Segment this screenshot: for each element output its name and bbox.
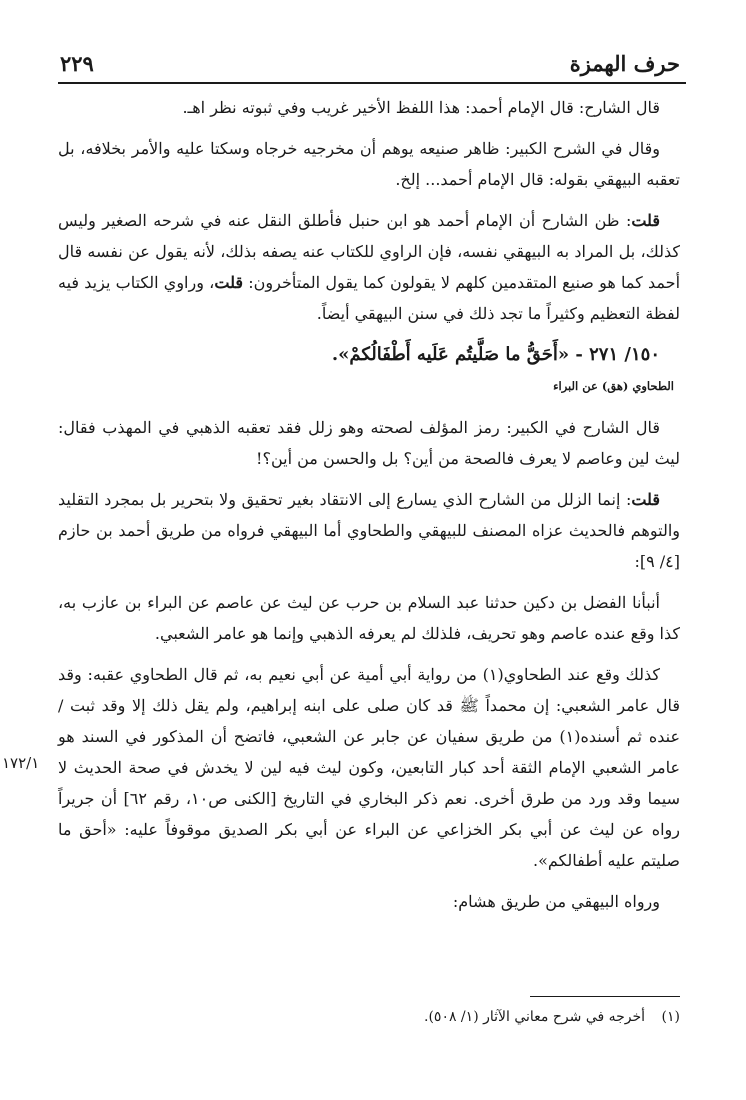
- page-body: [58, 92, 680, 927]
- paragraph-1: قال الشارح: قال الإمام أحمد: هذا اللفظ الأخير غريب وفي ثبوته نظر اهـ.: [182, 98, 660, 117]
- footnote: [58, 1006, 680, 1028]
- margin-page-reference: ١٧٢/١: [2, 754, 40, 772]
- paragraph-3: قلت: ظن الشارح أن الإمام أحمد هو ابن حنبل فأطلق النقل عنه في شرحه الصغير وليس كذلك، بل المراد به البيهقي نفسه، فإن الراوي للكتاب عنه يصفه بذلك، لأنه يقول عن نفسه قال أحمد كما هو صنيع المتقدمين كلهم لا يقولون كما يقول المتأخرون: قلت، وراوي الكتاب يزيد فيه لفظة التعظيم وكثيراً ما تجد ذلك في سنن البيهقي أيضاً.: [58, 211, 681, 323]
- page-number: ٢٢٩: [60, 50, 94, 76]
- qultu-label-2: قلت: [214, 273, 244, 292]
- paragraph-5: قلت: إنما الزلل من الشارح الذي يسارع إلى الانتقاد بغير تحقيق ولا بتحرير بل بمجرد التقليد والتوهم فالحديث عزاه المصنف للبيهقي والطحاوي أما البيهقي فرواه من طريق أحمد بن حازم [٤/ ٩]:: [58, 490, 680, 571]
- footnote-divider: [530, 996, 680, 997]
- paragraph-4: قال الشارح في الكبير: رمز المؤلف لصحته وهو زلل فقد تعقبه الذهبي في المهذب فقال: ليث لين وعاصم لا يعرف فالصحة من أين؟ بل والحسن من أين؟!: [58, 418, 680, 468]
- qultu-label: قلت: [631, 211, 660, 230]
- paragraph-8: ورواه البيهقي من طريق هشام:: [452, 892, 660, 911]
- qultu-label-3: قلت: [631, 490, 660, 509]
- paragraph-2: وقال في الشرح الكبير: ظاهر صنيعه يوهم أن مخرجيه خرجاه وسكتا عليه والأمر بخلافه، بل تعقبه البيهقي بقوله: قال الإمام أحمد... إلخ.: [58, 139, 680, 189]
- hadith-source: الطحاوي (هق) عن البراء: [553, 379, 674, 393]
- footnote-text: أخرجه في شرح معاني الآثار (١/ ٥٠٨).: [424, 1009, 646, 1025]
- page-header: [60, 48, 680, 78]
- paragraph-6: أنبأنا الفضل بن دكين حدثنا عبد السلام بن حرب عن ليث عن عاصم عن البراء بن عازب به، كذا وقع عنده عاصم وهو تحريف، فلذلك لم يعرفه الذهبي وإنما هو عامر الشعبي.: [58, 593, 680, 643]
- paragraph-7: كذلك وقع عند الطحاوي(١) من رواية أبي أمية عن أبي نعيم به، ثم قال الطحاوي عقبه: وقد قال عامر الشعبي: إن محمداً ﷺ قد كان صلى على ابنه إبراهيم، ولم يقل ذلك إلا وقد ثبت / عنده ثم أسنده(١) من طريق سفيان عن جابر عن الشعبي، فاتضح أن المذكور في السند هو عامر الشعبي الإمام الثقة أحد كبار التابعين، وكون ليث فيه لين لا يخدش في صحة الحديث لا سيما وقد ورد من طرق أخرى. نعم ذكر البخاري في التاريخ [الكنى ص١٠، رقم ٦٢] أن جريراً رواه عن ليث عن أبي بكر الخزاعي عن البراء عن أبي بكر الصديق موقوفاً عليه: «أحق ما صليتم عليه أطفالكم».: [58, 665, 681, 870]
- footnote-number: (١): [661, 1009, 680, 1025]
- header-divider: [58, 82, 686, 84]
- hadith-heading: ١٥٠/ ٢٧١ - «أَحَقُّ ما صَلَّيتُم عَلَيه أَطْفَالُكمْ».: [331, 344, 660, 365]
- chapter-title: حرف الهمزة: [569, 50, 680, 76]
